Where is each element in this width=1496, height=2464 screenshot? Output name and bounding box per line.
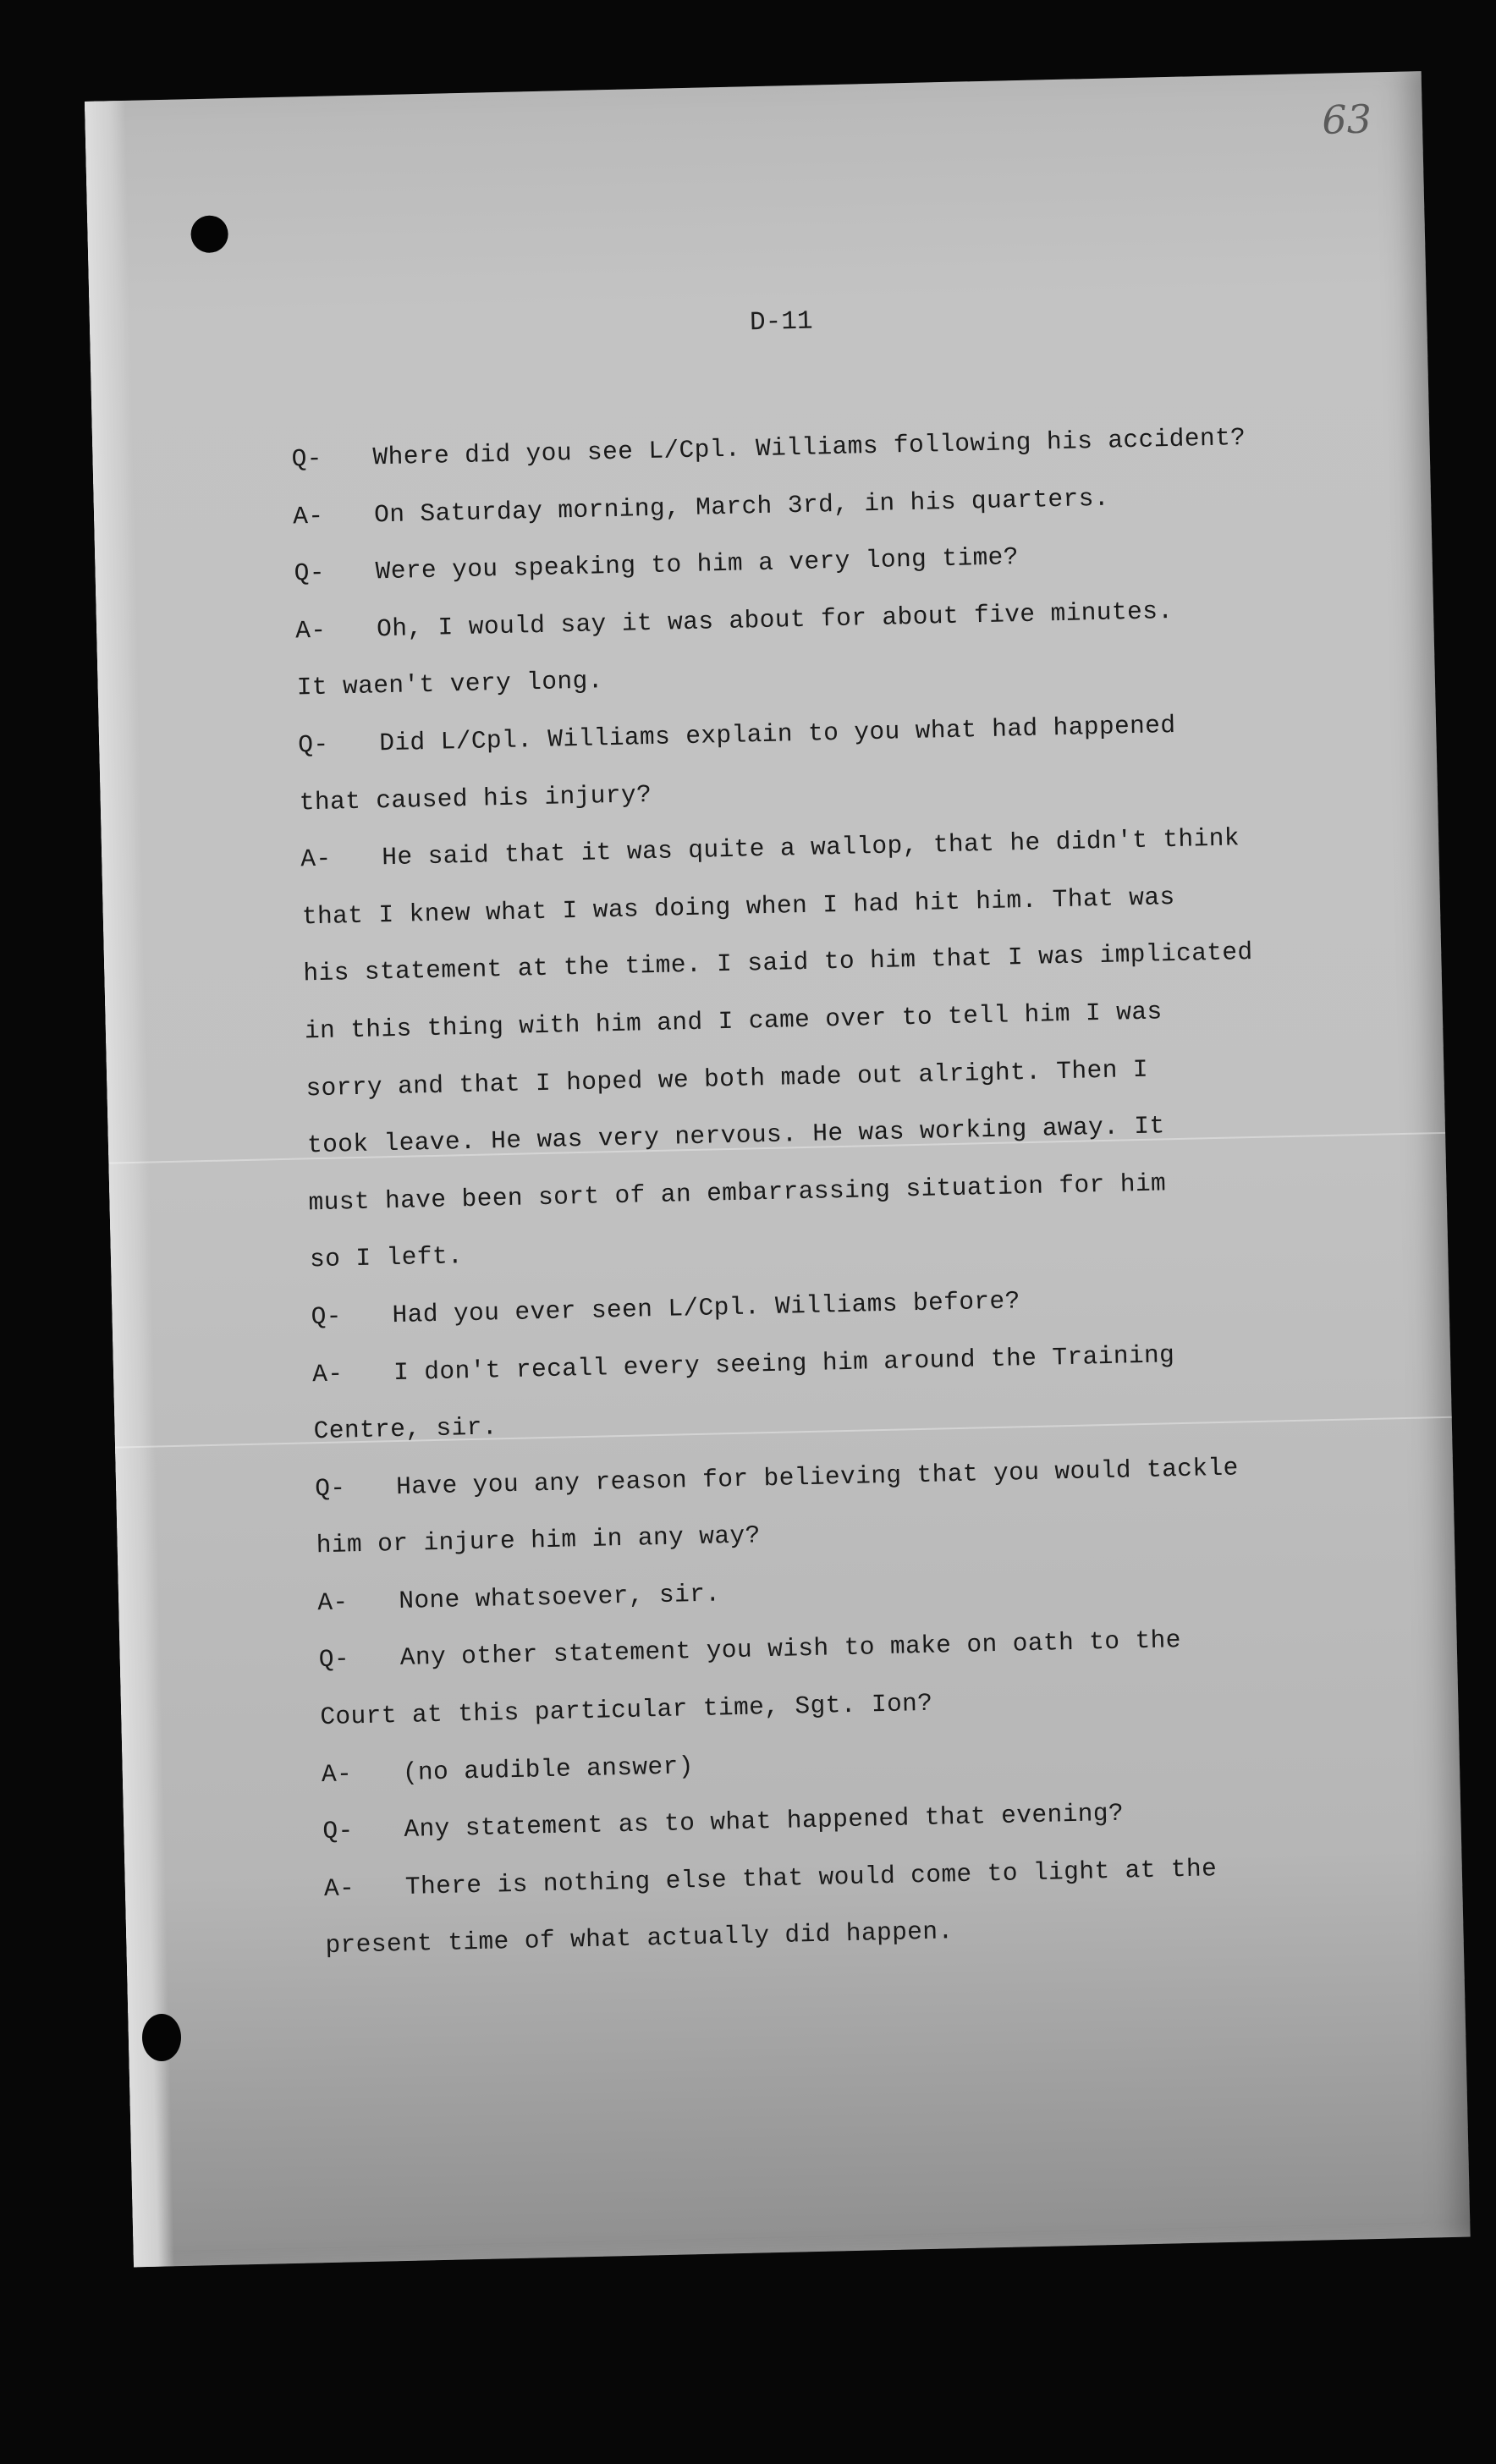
- line-text: sorry and that I hoped we both made out alright. Then I: [305, 1054, 1149, 1103]
- line-text: (no audible answer): [402, 1751, 695, 1787]
- line-text: must have been sort of an embarrassing situation for him: [308, 1169, 1167, 1218]
- speaker-marker: A-: [311, 1358, 344, 1389]
- document-page: [85, 71, 1471, 2267]
- line-text: Have you any reason for believing that you would tackle: [395, 1453, 1240, 1501]
- line-text: Where did you see L/Cpl. Williams following his accident?: [372, 422, 1246, 472]
- speaker-marker: A-: [300, 844, 332, 874]
- speaker-marker: Q-: [297, 729, 329, 760]
- speaker-marker: Q-: [291, 443, 323, 474]
- line-text: On Saturday morning, March 3rd, in his quarters.: [373, 483, 1110, 529]
- line-text: Were you speaking to him a very long time?: [375, 542, 1020, 586]
- line-text: Any other statement you wish to make on oath to the: [399, 1625, 1182, 1673]
- line-text: Centre, sir.: [313, 1412, 498, 1446]
- page-number: D-11: [749, 306, 813, 338]
- speaker-marker: A-: [321, 1758, 353, 1789]
- line-text: Any statement as to what happened that evening?: [404, 1798, 1125, 1845]
- folio-number: 63: [1321, 96, 1372, 143]
- page-edge-highlight: [85, 101, 174, 2267]
- speaker-marker: A-: [294, 615, 327, 646]
- line-text: Court at this particular time, Sgt. Ion?: [320, 1688, 933, 1732]
- line-text: Had you ever seen L/Cpl. Williams before?: [392, 1286, 1021, 1330]
- speaker-marker: Q-: [294, 558, 326, 588]
- line-text: He said that it was quite a wallop, that he didn't think: [381, 823, 1240, 872]
- line-text: Oh, I would say it was about for about five minutes.: [376, 596, 1174, 644]
- speaker-marker: Q-: [314, 1473, 346, 1503]
- speaker-marker: Q-: [311, 1301, 343, 1332]
- line-text: There is nothing else that would come to light at the: [404, 1854, 1218, 1901]
- line-text: present time of what actually did happen.: [325, 1917, 954, 1961]
- transcript-body: [291, 408, 1367, 1975]
- line-text: so I left.: [309, 1241, 464, 1274]
- speaker-marker: A-: [323, 1873, 355, 1903]
- speaker-marker: A-: [292, 501, 324, 531]
- line-text: I don't recall every seeing him around the Training: [393, 1339, 1175, 1387]
- line-text: took leave. He was very nervous. He was working away. It: [306, 1111, 1165, 1160]
- punch-hole: [190, 215, 228, 253]
- line-text: that I knew what I was doing when I had hit him. That was: [301, 882, 1175, 932]
- line-text: him or injure him in any way?: [316, 1521, 762, 1560]
- line-text: in this thing with him and I came over to tell him I was: [304, 997, 1163, 1046]
- speaker-marker: A-: [316, 1587, 349, 1618]
- line-text: that caused his injury?: [299, 779, 652, 817]
- speaker-marker: Q-: [322, 1816, 355, 1846]
- line-text: None whatsoever, sir.: [398, 1579, 721, 1615]
- speaker-marker: Q-: [318, 1644, 350, 1675]
- line-text: It waen't very long.: [296, 666, 604, 702]
- line-text: Did L/Cpl. Williams explain to you what had happened: [378, 710, 1176, 758]
- line-text: his statement at the time. I said to him that I was implicated: [303, 938, 1253, 988]
- punch-hole: [142, 2014, 181, 2061]
